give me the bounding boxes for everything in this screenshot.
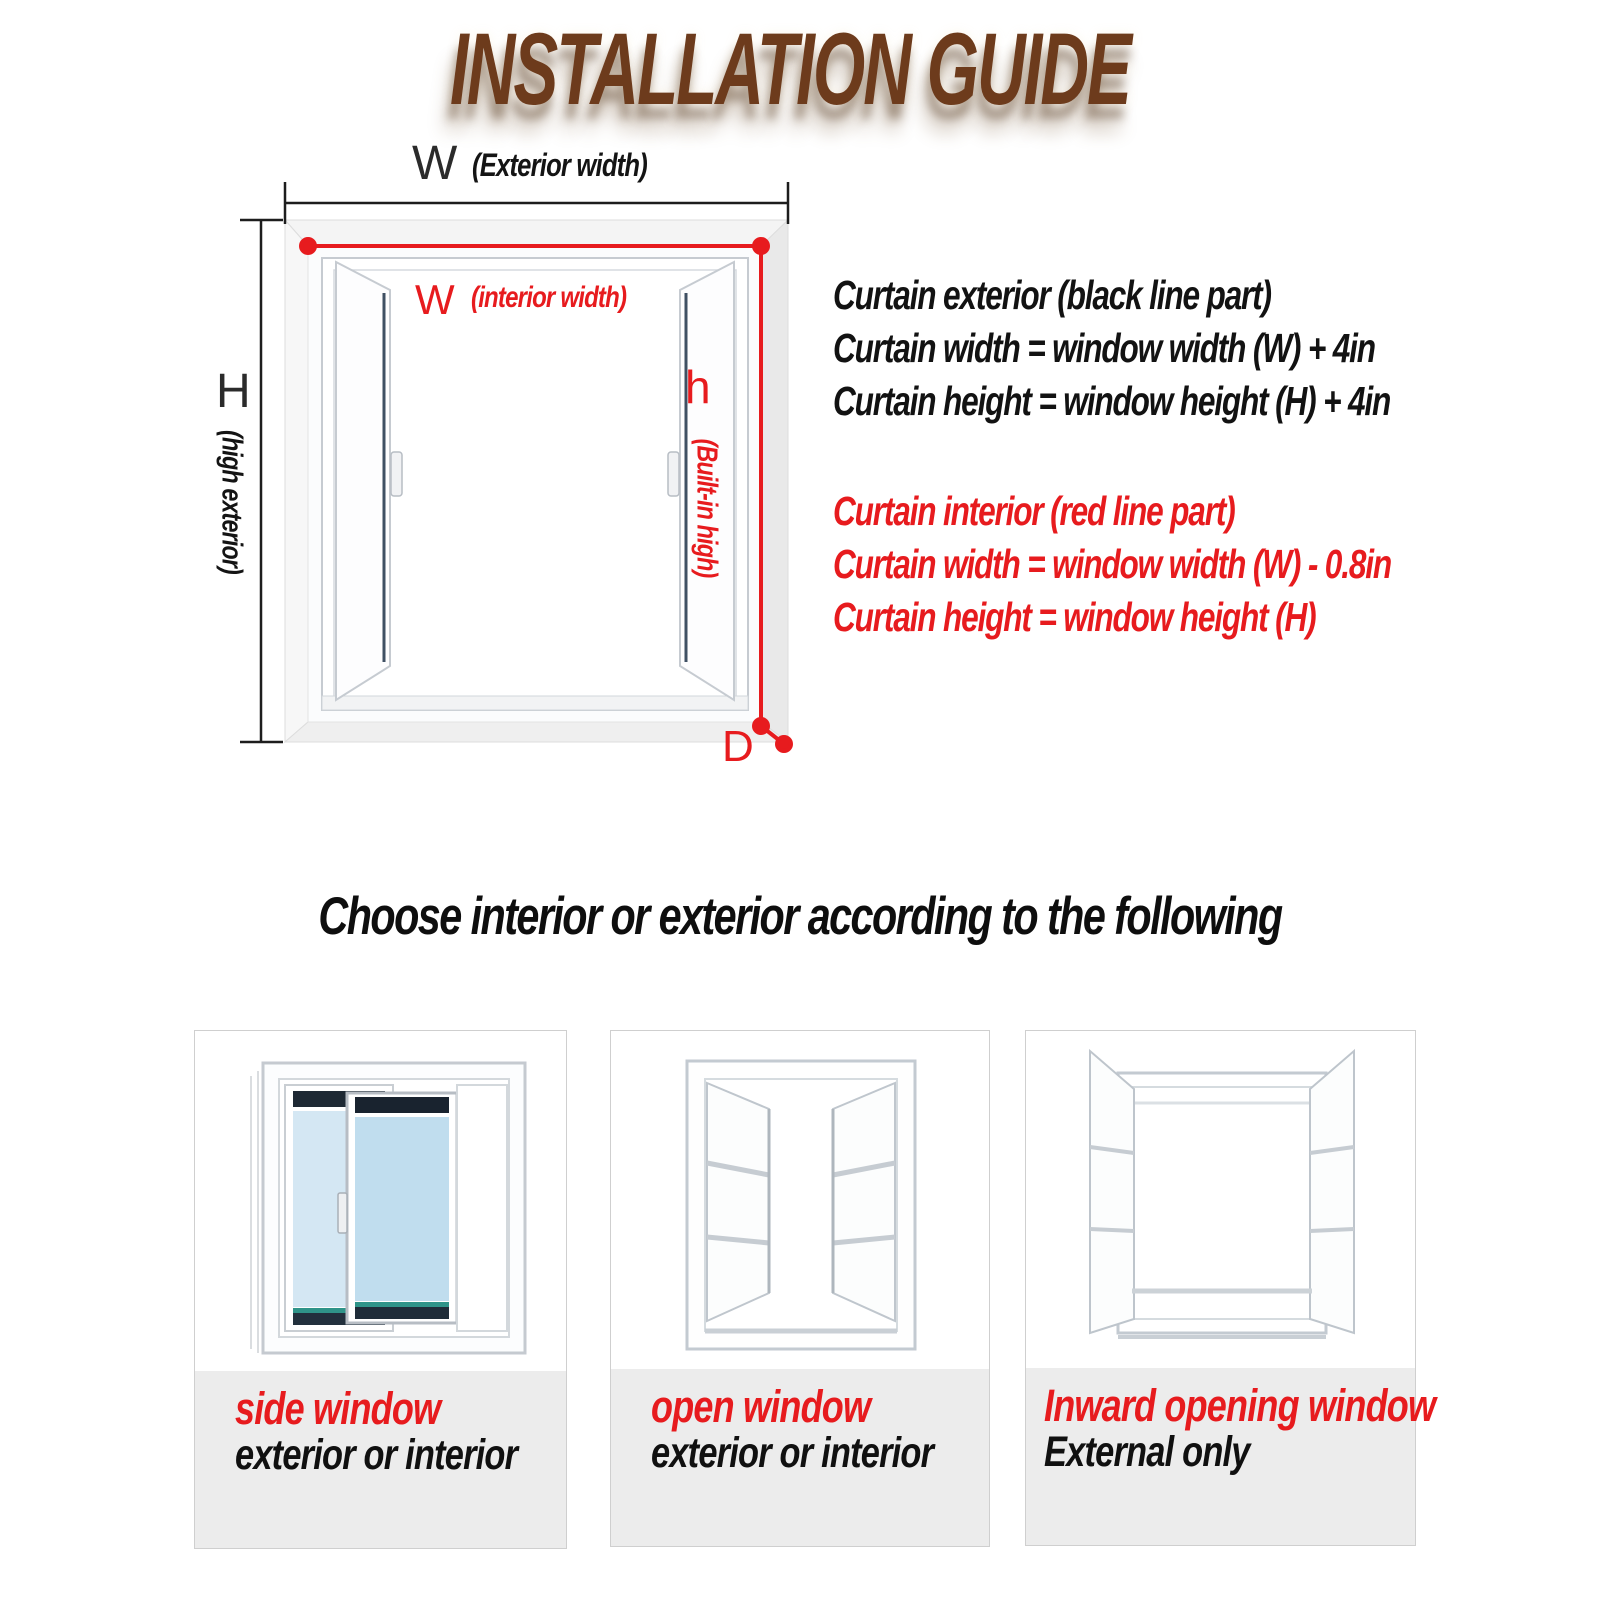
exterior-width-letter: W xyxy=(412,137,458,190)
built-in-height-label: (Built-in high) xyxy=(690,438,723,578)
interior-width-label: (interior width) xyxy=(471,281,627,314)
panel-rule: exterior or interior xyxy=(235,1431,518,1479)
open-window-illustration xyxy=(611,1031,991,1373)
section-heading: Choose interior or exterior according to the following xyxy=(318,887,1282,946)
window-unit xyxy=(322,258,748,710)
exterior-note-title: Curtain exterior (black line part) xyxy=(833,272,1271,318)
panel-title: open window xyxy=(651,1381,871,1432)
exterior-note-width-rule: Curtain width = window width (W) + 4in xyxy=(833,325,1375,371)
panel-rule: External only xyxy=(1044,1428,1250,1476)
panel-caption xyxy=(611,1369,989,1546)
interior-width-letter: W xyxy=(415,276,455,323)
panel-caption xyxy=(1026,1368,1436,1545)
panel-inward-opening-window xyxy=(1025,1030,1436,1546)
panel-title: Inward opening window xyxy=(1044,1380,1436,1431)
exterior-height-label: (high exterior) xyxy=(215,430,248,574)
inward-opening-window-illustration xyxy=(1026,1031,1417,1373)
panel-open-window xyxy=(610,1030,990,1547)
panel-caption xyxy=(195,1371,566,1548)
built-in-height-letter: h xyxy=(685,361,711,413)
depth-letter: D xyxy=(722,722,754,771)
window-measurement-diagram xyxy=(180,130,840,810)
interior-note-title: Curtain interior (red line part) xyxy=(833,488,1235,534)
interior-note-width-rule: Curtain width = window width (W) - 0.8in xyxy=(833,541,1391,587)
panel-side-window xyxy=(194,1030,567,1549)
exterior-width-label: (Exterior width) xyxy=(472,147,647,183)
panel-title: side window xyxy=(235,1383,441,1434)
panel-rule: exterior or interior xyxy=(651,1429,934,1477)
exterior-note-height-rule: Curtain height = window height (H) + 4in xyxy=(833,378,1391,424)
sliding-window-illustration xyxy=(195,1031,568,1373)
interior-note-height-rule: Curtain height = window height (H) xyxy=(833,594,1316,640)
exterior-height-letter: H xyxy=(216,365,251,418)
page-title: INSTALLATION GUIDE xyxy=(450,12,1130,126)
